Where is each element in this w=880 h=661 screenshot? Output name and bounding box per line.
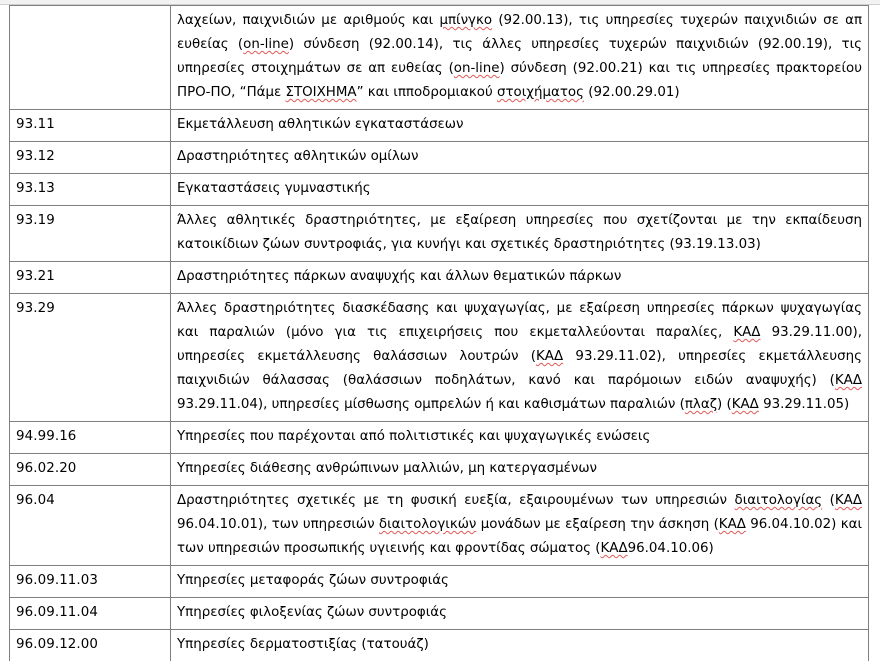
misspelled-word: ΚΑΔ	[733, 325, 760, 340]
kad-table-container	[9, 5, 869, 661]
misspelled-word: πλαζ	[685, 397, 717, 412]
desc-text: (92.00.13), τις υπηρεσίες τυχερών παιχνιδιών σε απ ευθείας (	[177, 13, 862, 52]
desc-text: ) σύνδεση (92.00.14), τις άλλες υπηρεσίες τυχερών παιχνιδιών (92.00.19), τις υπηρεσίες στοιχημάτων σε απ ευθείας (	[177, 37, 862, 76]
misspelled-word: μπίνγκο	[439, 13, 492, 28]
row-code-cell: 94.99.16	[10, 422, 171, 454]
row-description-cell: Υπηρεσίες δερματοστιξίας (τατουάζ)	[171, 630, 869, 661]
desc-text: Άλλες δραστηριότητες διασκέδασης και ψυχαγωγίας, με εξαίρεση υπηρεσίες πάρκων ψυχαγωγίας και παραλιών (μόνο για τις επιχειρήσεις που εκμεταλλεύονται παραλίες,	[177, 301, 862, 340]
kad-activity-code-table	[9, 5, 869, 661]
misspelled-word: ΚΑΔ	[732, 397, 759, 412]
desc-text: λαχείων, παιχνιδιών με αριθμούς και	[177, 13, 439, 28]
desc-text: ) σύνδεση (92.00.21) και τις υπηρεσίες πρακτορείου ΠΡΟ-ΠΟ, “Πάμε	[177, 61, 862, 100]
row-description-cell	[171, 486, 869, 566]
row-description-cell: Εγκαταστάσεις γυμναστικής	[171, 174, 869, 206]
desc-text: Δραστηριότητες σχετικές με τη φυσική ευεξία, εξαιρουμένων των υπηρεσιών	[177, 493, 735, 508]
desc-text: (	[822, 493, 835, 508]
desc-text: μονάδων με εξαίρεση την άσκηση (	[476, 517, 718, 532]
row-code-cell: 93.19	[10, 206, 171, 262]
table-row	[10, 262, 869, 294]
row-description-cell: Εκμετάλλευση αθλητικών εγκαταστάσεων	[171, 110, 869, 142]
row-code-cell: 96.09.12.00	[10, 630, 171, 661]
table-row	[10, 110, 869, 142]
row-code-cell: 96.09.11.04	[10, 598, 171, 630]
misspelled-word: ΚΑΔ	[835, 493, 862, 508]
misspelled-word: on-line	[243, 37, 289, 52]
table-row	[10, 6, 869, 110]
table-row	[10, 566, 869, 598]
table-row	[10, 422, 869, 454]
desc-text: ) (	[717, 397, 732, 412]
row-description-cell	[171, 6, 869, 110]
desc-text: 93.29.11.02), υπηρεσίες εκμετάλλευσης παιχνιδιών θάλασσας (θαλάσσιων ποδηλάτων, κανό και παρόμοιων ειδών αναψυχής) (	[177, 349, 862, 388]
table-row	[10, 294, 869, 422]
desc-text: (92.00.29.01)	[584, 85, 680, 100]
row-code-cell: 96.09.11.03	[10, 566, 171, 598]
row-description-cell	[171, 294, 869, 422]
misspelled-word: ΚΑΔ	[601, 541, 628, 556]
row-description-cell: Άλλες αθλητικές δραστηριότητες, με εξαίρεση υπηρεσίες που σχετίζονται με την εκπαίδευση κατοικίδιων ζώων συντροφιάς, για κυνήγι και σχετικές δραστηριότητες (93.19.13.03)	[171, 206, 869, 262]
table-row	[10, 206, 869, 262]
misspelled-word: ΚΑΔ	[719, 517, 746, 532]
table-row	[10, 454, 869, 486]
row-description-cell: Δραστηριότητες αθλητικών ομίλων	[171, 142, 869, 174]
row-code-cell	[10, 6, 171, 110]
misspelled-word: στοιχήματος	[497, 85, 584, 100]
row-code-cell: 93.29	[10, 294, 171, 422]
table-row	[10, 174, 869, 206]
misspelled-word: διαιτολογίας	[735, 493, 823, 508]
desc-text: 96.04.10.06)	[628, 541, 714, 556]
misspelled-word: ΚΑΔ	[835, 373, 862, 388]
misspelled-word: διαιτολογικών	[379, 517, 477, 532]
misspelled-word: on-line	[454, 61, 500, 76]
row-code-cell: 96.04	[10, 486, 171, 566]
row-description-cell: Υπηρεσίες μεταφοράς ζώων συντροφιάς	[171, 566, 869, 598]
table-row	[10, 598, 869, 630]
table-row	[10, 142, 869, 174]
row-code-cell: 93.12	[10, 142, 171, 174]
misspelled-word: ΣΤΟΙΧΗΜΑ	[286, 85, 357, 100]
desc-text: ” και ιπποδρομιακού	[357, 85, 497, 100]
desc-text: 96.04.10.01), των υπηρεσιών	[177, 517, 379, 532]
table-row	[10, 486, 869, 566]
row-code-cell: 93.13	[10, 174, 171, 206]
row-description-cell: Υπηρεσίες φιλοξενίας ζώων συντροφιάς	[171, 598, 869, 630]
row-description-cell: Δραστηριότητες πάρκων αναψυχής και άλλων θεματικών πάρκων	[171, 262, 869, 294]
row-code-cell: 96.02.20	[10, 454, 171, 486]
desc-text: 93.29.11.05)	[759, 397, 849, 412]
row-description-cell: Υπηρεσίες που παρέχονται από πολιτιστικές και ψυχαγωγικές ενώσεις	[171, 422, 869, 454]
misspelled-word: ΚΑΔ	[536, 349, 563, 364]
row-description-cell: Υπηρεσίες διάθεσης ανθρώπινων μαλλιών, μη κατεργασμένων	[171, 454, 869, 486]
desc-text: 93.29.11.00), υπηρεσίες εκμετάλλευσης θαλάσσιων λουτρών (	[177, 325, 862, 364]
row-code-cell: 93.21	[10, 262, 171, 294]
desc-text: 96.04.10.02) και των υπηρεσιών προσωπικής υγιεινής και φροντίδας σώματος (	[177, 517, 862, 556]
desc-text: 93.29.11.04), υπηρεσίες μίσθωσης ομπρελών ή και καθισμάτων παραλιών (	[177, 397, 685, 412]
table-row-partial	[10, 630, 869, 661]
row-code-cell: 93.11	[10, 110, 171, 142]
